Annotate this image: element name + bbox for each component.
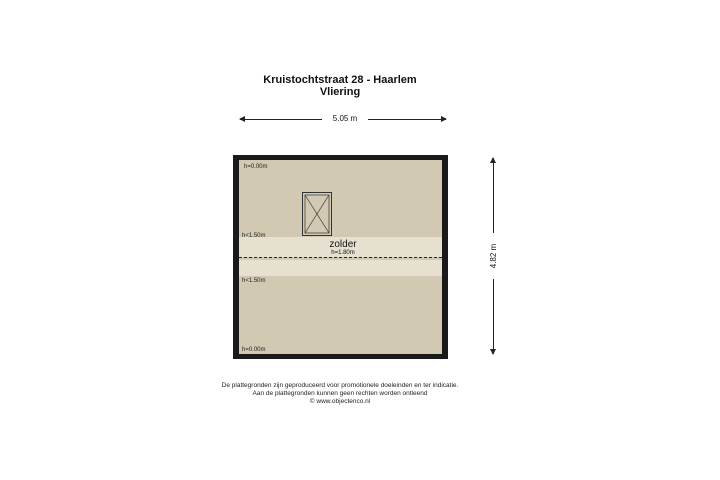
arrow-right-icon xyxy=(441,116,447,122)
attic-floor xyxy=(239,160,442,354)
floor-plan-walls xyxy=(233,155,448,359)
height-label-upper: h<1.50m xyxy=(242,233,266,239)
arrow-down-icon xyxy=(490,349,496,355)
floor-name: Vliering xyxy=(319,86,361,98)
height-label-lower: h<1.50m xyxy=(242,278,266,284)
ridge-line xyxy=(239,257,442,258)
plan-title: Kruistochtstraat 28 - Haarlem xyxy=(263,74,417,86)
hatch-icon xyxy=(302,192,332,236)
room-height: h=1.80m xyxy=(331,250,355,256)
headroom-band-lower xyxy=(239,260,442,276)
disclaimer-line-2: Aan de plattegronden kunnen geen rechten worden ontleend xyxy=(252,390,428,397)
arrow-left-icon xyxy=(239,116,245,122)
depth-dimension-label: 4.82 m xyxy=(488,233,500,279)
disclaimer-line-1: De plattegronden zijn geproduceerd voor promotionele doeleinden en ter indicatie. xyxy=(221,382,459,389)
room-name: zolder xyxy=(329,239,357,250)
height-label-top: h=0.00m xyxy=(244,164,268,170)
arrow-up-icon xyxy=(490,157,496,163)
copyright-line: © www.objectenco.nl xyxy=(309,398,371,405)
height-label-bottom: h=0.00m xyxy=(242,347,266,353)
width-dimension-label: 5.05 m xyxy=(322,113,368,125)
